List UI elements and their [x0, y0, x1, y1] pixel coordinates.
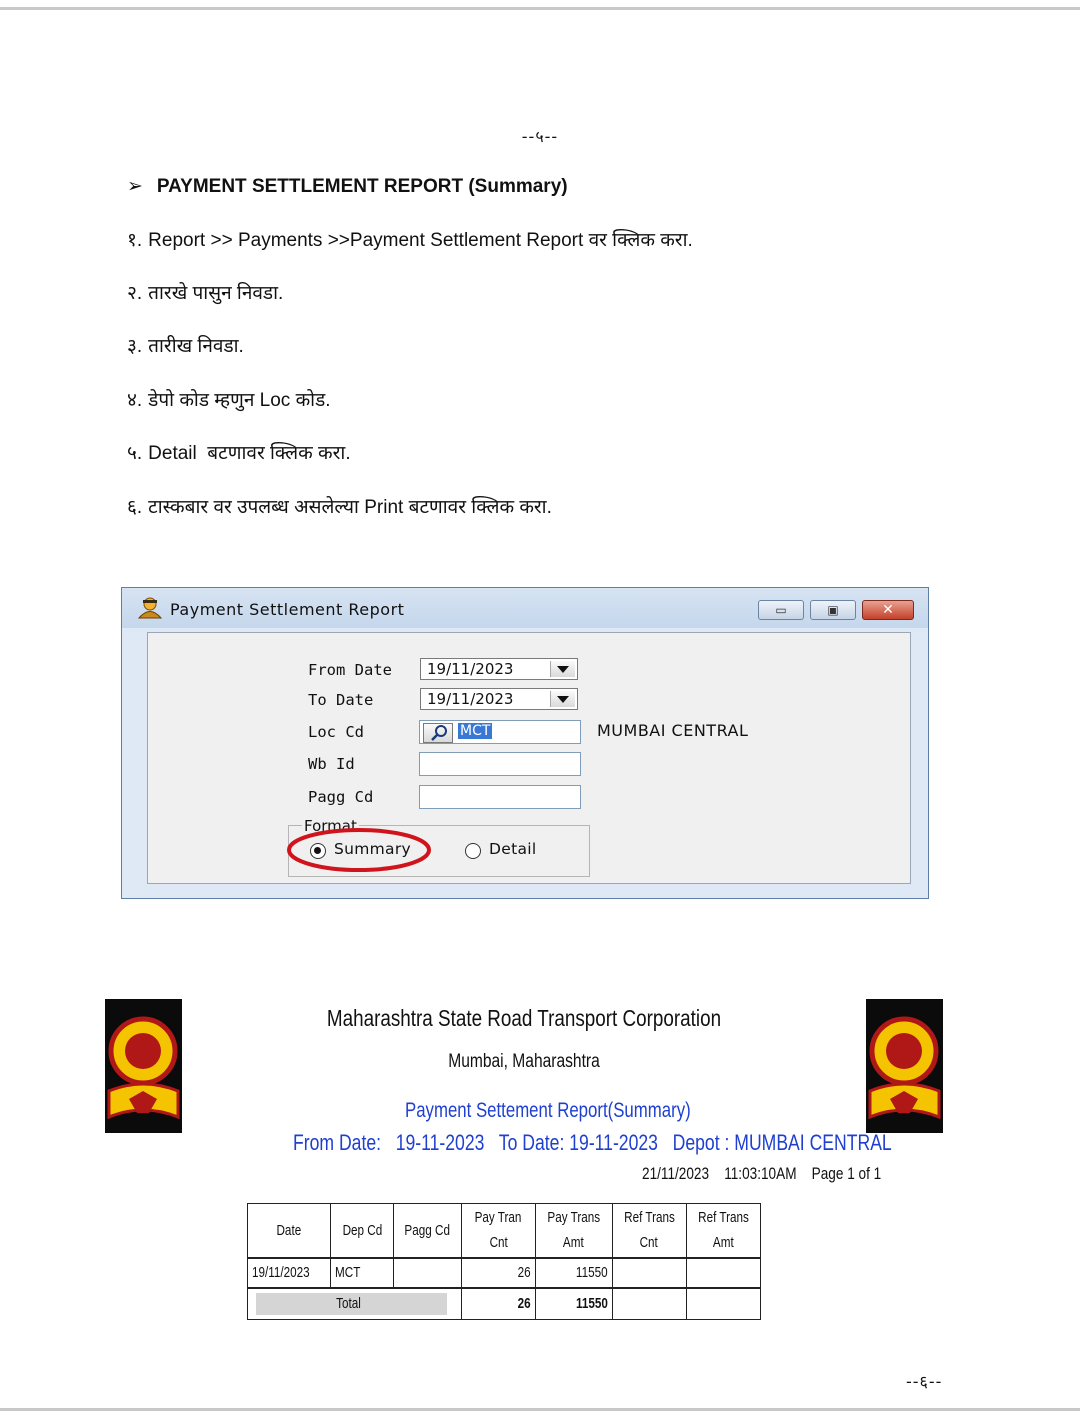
- report-to-date: 19-11-2023: [569, 1130, 658, 1155]
- print-date: 21/11/2023: [642, 1164, 710, 1183]
- pagg-cd-label: Pagg Cd: [308, 788, 374, 806]
- step-3: ३. तारीख निवडा.: [127, 336, 244, 357]
- from-date-value: 19/11/2023: [427, 660, 514, 678]
- arrow-bullet-icon: ➢: [127, 176, 143, 197]
- bottom-border-line: [0, 1408, 1080, 1411]
- loc-cd-field[interactable]: [419, 720, 581, 744]
- maximize-button[interactable]: [810, 600, 856, 620]
- minimize-button[interactable]: [758, 600, 804, 620]
- page-info: Page 1 of 1: [811, 1164, 882, 1183]
- magnifier-icon: [424, 724, 452, 742]
- close-icon: ✕: [882, 602, 894, 618]
- to-date-label: To Date: [308, 691, 374, 709]
- payment-settlement-dialog: [121, 587, 929, 899]
- table-total-row: Total 26 11550: [248, 1288, 761, 1320]
- table-row: 19/11/2023 MCT 26 11550: [248, 1258, 761, 1288]
- from-date-picker[interactable]: [420, 658, 578, 680]
- step-6: ६. टास्कबार वर उपलब्ध असलेल्या Print बटणावर क्लिक करा.: [127, 497, 552, 518]
- report-depot: MUMBAI CENTRAL: [734, 1130, 892, 1155]
- col-header-ref-trans-cnt: Ref Trans Cnt: [612, 1204, 686, 1258]
- pagg-cd-field[interactable]: [419, 785, 581, 809]
- highlight-ellipse: [286, 827, 432, 873]
- top-border-line: [0, 7, 1080, 10]
- page-number-top: --५--: [521, 127, 559, 146]
- report-table: [247, 1203, 761, 1320]
- from-date-label: From Date: [308, 661, 392, 679]
- to-date-value: 19/11/2023: [427, 690, 514, 708]
- step-1: १. Report >> Payments >>Payment Settlement Report वर क्लिक करा.: [127, 230, 693, 251]
- loc-cd-label: Loc Cd: [308, 723, 364, 741]
- detail-radio-label[interactable]: Detail: [489, 840, 537, 858]
- close-button[interactable]: [862, 600, 914, 620]
- user-report-icon: [137, 597, 163, 619]
- dialog-titlebar[interactable]: [122, 588, 928, 628]
- col-header-pagg-cd: Pagg Cd: [393, 1204, 461, 1258]
- loc-cd-value: MCT: [460, 723, 491, 739]
- format-label: Format: [304, 817, 357, 835]
- step-4: ४. डेपो कोड म्हणुन Loc कोड.: [127, 390, 331, 411]
- step-5: ५. Detail बटणावर क्लिक करा.: [127, 443, 351, 464]
- dialog-title: Payment Settlement Report: [170, 600, 405, 619]
- table-header-row: [248, 1204, 761, 1258]
- col-header-date: Date: [248, 1204, 331, 1258]
- wb-id-label: Wb Id: [308, 755, 355, 773]
- section-heading: [127, 175, 568, 198]
- report-org-name: Maharashtra State Road Transport Corporation: [326, 1005, 722, 1031]
- minimize-icon: ▭: [775, 603, 787, 617]
- dialog-body: [147, 632, 911, 884]
- depot-caption: Depot :: [672, 1130, 730, 1155]
- col-header-ref-trans-amt: Ref Trans Amt: [686, 1204, 760, 1258]
- report-location: Mumbai, Maharashtra: [448, 1051, 600, 1072]
- col-header-pay-trans-amt: Pay Trans Amt: [535, 1204, 612, 1258]
- from-date-caption: From Date:: [293, 1130, 382, 1155]
- report-title: Payment Settement Report(Summary): [405, 1099, 691, 1122]
- detail-radio[interactable]: [465, 843, 481, 859]
- step-2: २. तारखे पासुन निवडा.: [127, 283, 284, 304]
- col-header-pay-tran-cnt: Pay Tran Cnt: [461, 1204, 535, 1258]
- to-date-caption: To Date:: [498, 1130, 565, 1155]
- report-meta: [642, 1164, 881, 1184]
- page-number-bottom: --६--: [906, 1372, 943, 1391]
- chevron-down-icon[interactable]: [550, 661, 575, 677]
- chevron-down-icon[interactable]: [550, 691, 575, 707]
- summary-radio-label[interactable]: Summary: [334, 840, 412, 858]
- heading-text: PAYMENT SETTLEMENT REPORT (Summary): [156, 176, 568, 197]
- col-header-dep-cd: Dep Cd: [330, 1204, 393, 1258]
- report-criteria: [293, 1130, 892, 1156]
- search-lookup-button[interactable]: [423, 723, 453, 743]
- loc-name-text: MUMBAI CENTRAL: [597, 721, 749, 740]
- to-date-picker[interactable]: [420, 688, 578, 710]
- print-time: 11:03:10AM: [724, 1164, 797, 1183]
- maximize-icon: ▣: [827, 603, 839, 617]
- report-from-date: 19-11-2023: [395, 1130, 485, 1155]
- wb-id-field[interactable]: [419, 752, 581, 776]
